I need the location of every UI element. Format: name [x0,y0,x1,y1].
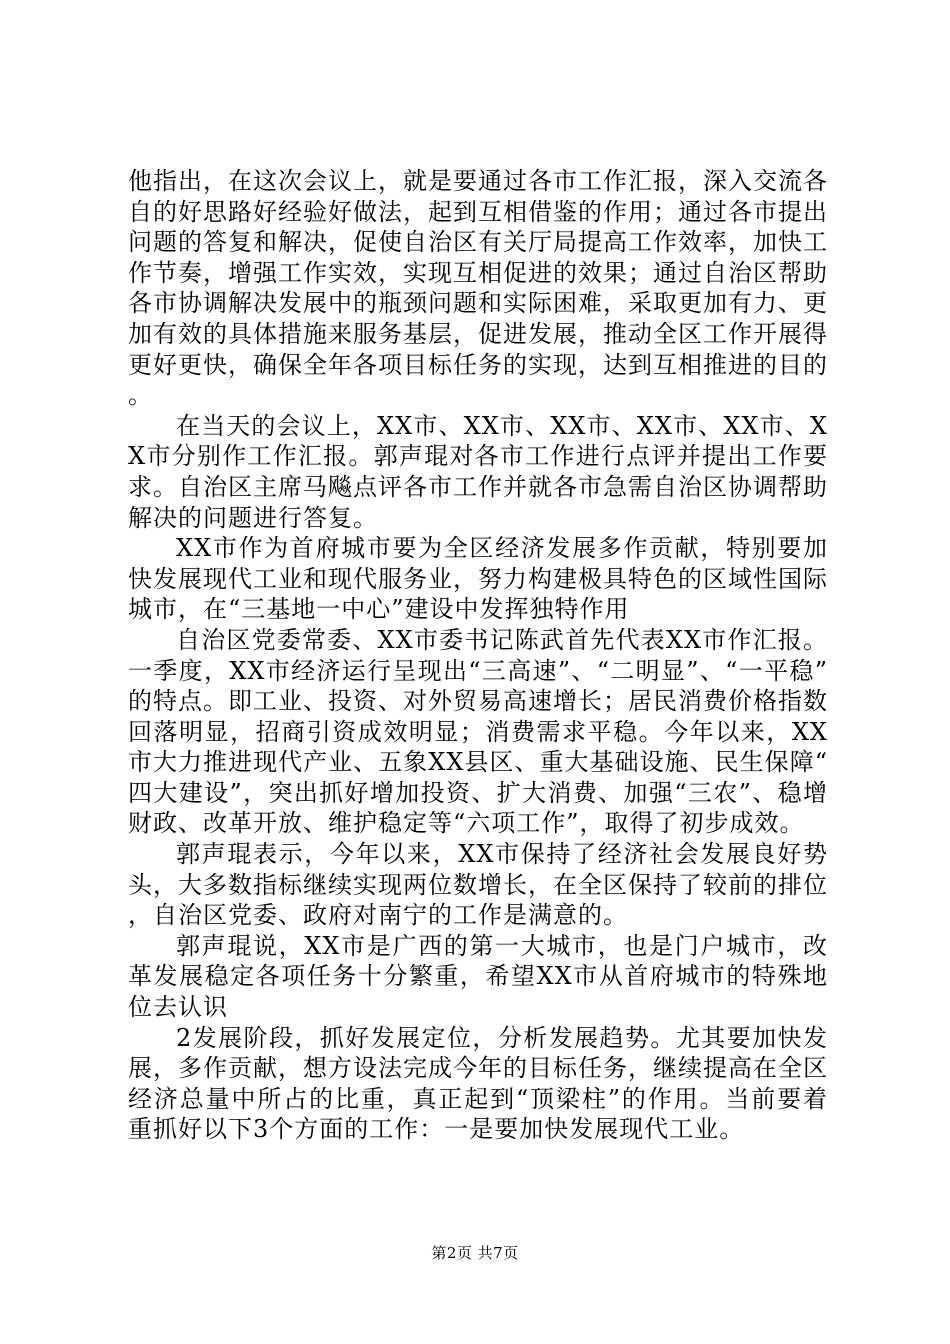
paragraph-2: 在当天的会议上，XX市、XX市、XX市、XX市、XX市、XX市分别作工作汇报。郭声琨对各市工作进行点评并提出工作要求。自治区主席马飚点评各市工作并就各市急需自治区协调帮助解决的问题进行答复。 [128,411,828,532]
paragraph-6: 郭声琨说，XX市是广西的第一大城市，也是门户城市，改革发展稳定各项任务十分繁重，希望XX市从首府城市的特殊地位去认识 [128,931,828,1022]
paragraph-1: 他指出，在这次会议上，就是要通过各市工作汇报，深入交流各自的好思路好经验好做法，起到互相借鉴的作用；通过各市提出问题的答复和解决，促使自治区有关厅局提高工作效率，加快工作节奏，增强工作实效，实现互相促进的效果；通过自治区帮助各市协调解决发展中的瓶颈问题和实际困难，采取更加有力、更加有效的具体措施来服务基层，促进发展，推动全区工作开展得更好更快，确保全年各项目标任务的实现，达到互相推进的目的。 [128,167,828,410]
paragraph-4: 自治区党委常委、XX市委书记陈武首先代表XX市作汇报。一季度，XX市经济运行呈现出“三高速”、“二明显”、“一平稳”的特点。即工业、投资、对外贸易高速增长；居民消费价格指数回落明显，招商引资成效明显；消费需求平稳。今年以来，XX市大力推进现代产业、五象XX县区、重大基础设施、民生保障“四大建设”，突出抓好增加投资、扩大消费、加强“三农”、稳增财政、改革开放、维护稳定等“六项工作”，取得了初步成效。 [128,625,828,838]
page-number-footer: 第2页 共7页 [431,1244,519,1262]
paragraph-7: 2发展阶段，抓好发展定位，分析发展趋势。尤其要加快发展，多作贡献，想方设法完成今年的目标任务，继续提高在全区经济总量中所占的比重，真正起到“顶梁柱”的作用。当前要着重抓好以下3个方面的工作：一是要加快发展现代工业。 [128,1023,828,1144]
document-body [128,166,828,1145]
paragraph-3: XX市作为首府城市要为全区经济发展多作贡献，特别要加快发展现代工业和现代服务业，努力构建极具特色的区域性国际城市，在“三基地一中心”建设中发挥独特作用 [128,534,828,624]
paragraph-5: 郭声琨表示，今年以来，XX市保持了经济社会发展良好势头，大多数指标继续实现两位数增长，在全区保持了较前的排位，自治区党委、政府对南宁的工作是满意的。 [128,840,828,930]
